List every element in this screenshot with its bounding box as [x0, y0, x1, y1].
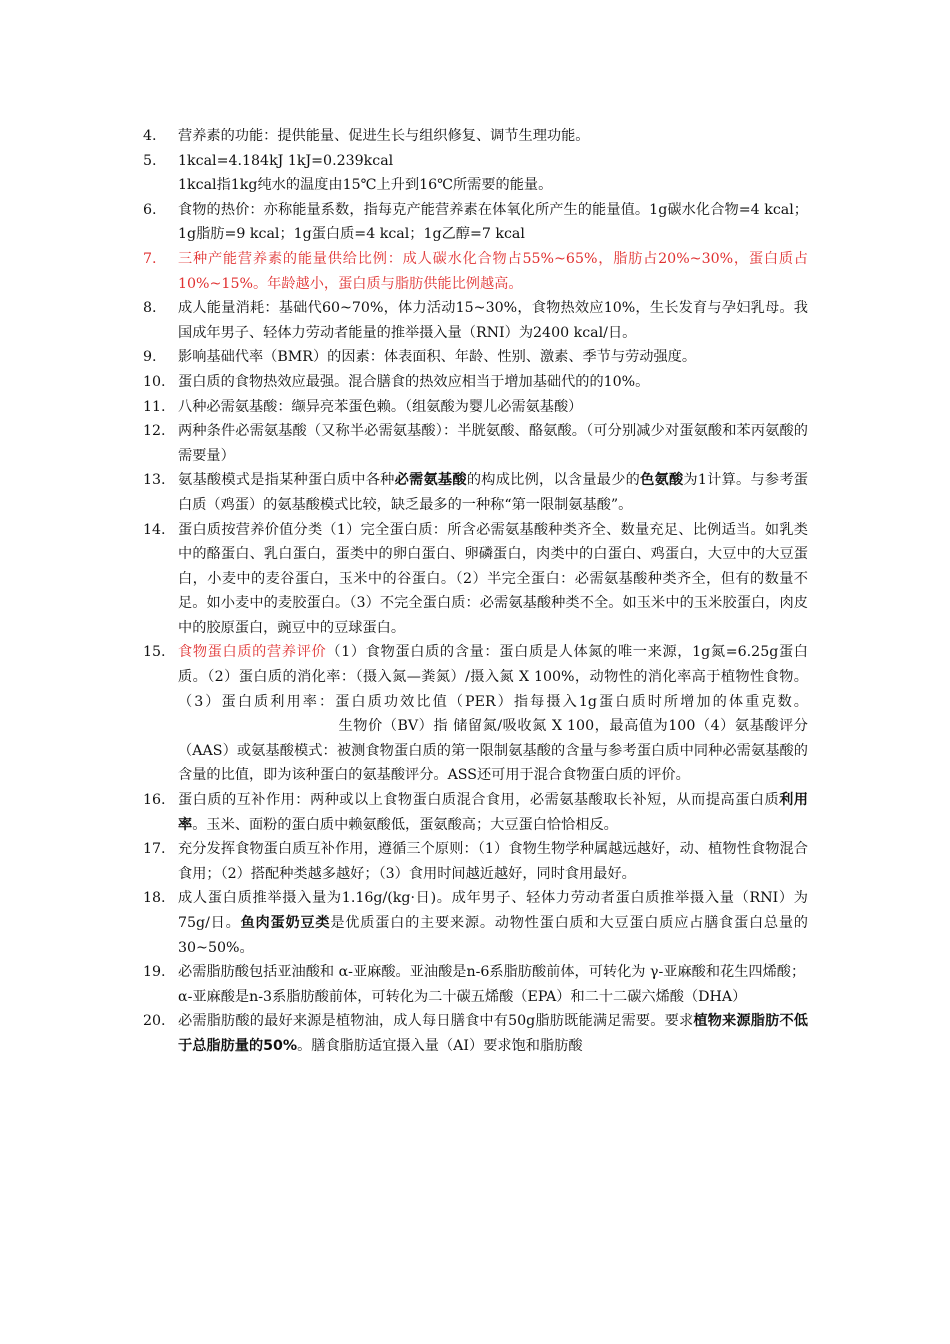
list-item: [143, 149, 808, 198]
item-number: 6.: [143, 201, 157, 218]
item-text: 充分发挥食物蛋白质互补作用，遵循三个原则：（1）食物生物学种属越远越好，动、植物性食物混合食用；（2）搭配种类越多越好；（3）食用时间越近越好，同时食用最好。: [178, 841, 808, 882]
item-text-part: 是优质蛋白的主要来源。动物性蛋白质和大豆蛋白质应占膳食蛋白总量的30~50%。: [178, 915, 808, 956]
item-text-part: 氨基酸模式是指某种蛋白质中各种: [178, 472, 395, 489]
bold-term: 鱼肉蛋奶豆类: [240, 915, 331, 931]
item-text: 蛋白质的食物热效应最强。混合膳食的热效应相当于增加基础代的的10%。: [178, 373, 650, 390]
item-text: 成人能量消耗：基础代60~70%，体力活动15~30%，食物热效应10%，生长发育与孕妇乳母。我国成年男子、轻体力劳动者能量的推举摄入量（RNI）为2400 kcal/日。: [178, 300, 808, 341]
list-item: [143, 468, 808, 517]
list-item: [143, 518, 808, 641]
item-number: 10.: [143, 373, 166, 390]
list-item: [143, 788, 808, 837]
numbered-list: [143, 124, 808, 1059]
item-text: 三种产能营养素的能量供给比例：成人碳水化合物占55%~65%，脂肪占20%~30%，蛋白质占10%~15%。年龄越小，蛋白质与脂肪供能比例越高。: [178, 250, 808, 292]
list-item: [143, 640, 808, 788]
bold-term: 色氨酸: [640, 472, 684, 489]
item-text-part: （1）食物蛋白质的含量：蛋白质是人体氮的唯一来源，1g氮=6.25g蛋白质。（2）蛋白质的消化率：（摄入氮—粪氮）/摄入氮 X 100%，动物性的消化率高于植物性食物。（3）蛋白质利用率：蛋白质功效比值（PER）指每摄入1g蛋白质时所增加的体重克数。: [178, 644, 808, 710]
list-item: [143, 419, 808, 468]
item-number: 8.: [143, 300, 157, 317]
item-number: 19.: [143, 964, 166, 981]
item-text: 营养素的功能：提供能量、促进生长与组织修复、调节生理功能。: [178, 128, 590, 144]
item-number: 17.: [143, 841, 166, 858]
red-heading: 食物蛋白质的营养评价: [178, 644, 327, 661]
list-item: [143, 345, 808, 370]
item-text-part: 为1计算。与参考蛋白质（鸡蛋）的氨基酸模式比较，缺乏最多的一种称“第一限制氨基酸”。: [178, 472, 808, 513]
item-text-part: 。膳食脂肪适宜摄入量（AI）要求饱和脂肪酸: [297, 1037, 583, 1054]
item-text-part: 必需脂肪酸的最好来源是植物油，成人每日膳食中有50g脂肪既能满足需要。要求: [178, 1013, 694, 1030]
bold-term: 植物来源脂肪不低于总脂肪量的50%: [178, 1013, 808, 1054]
item-text: 1kcal=4.184kJ 1kJ=0.239kcal: [178, 152, 394, 169]
item-number: 11.: [143, 398, 166, 415]
item-number: 12.: [143, 423, 166, 440]
item-number: 14.: [143, 521, 166, 538]
item-text-part: 蛋白质的互补作用：两种或以上食物蛋白质混合食用，必需氨基酸取长补短，从而提高蛋白质: [178, 792, 780, 809]
item-number: 9.: [143, 349, 157, 366]
item-text: 食物的热价：亦称能量系数，指每克产能营养素在体氧化所产生的能量值。1g碳水化合物=4 kcal；1g脂肪=9 kcal；1g蛋白质=4 kcal；1g乙醇=7 kcal: [178, 201, 808, 243]
item-text-part: 生物价（BV）指 储留氮/吸收氮 X 100，最高值为100（4）氨基酸评分（AAS）或氨基酸模式：被测食物蛋白质的第一限制氨基酸的含量与参考蛋白质中同种必需氨基酸的含量的比值，即为该种蛋白的氨基酸评分。ASS还可用于混合食物蛋白质的评价。: [178, 718, 808, 784]
item-continuation: 1kcal指1kg纯水的温度由15℃上升到16℃所需要的能量。: [178, 177, 553, 194]
item-text: 蛋白质按营养价值分类（1）完全蛋白质：所含必需氨基酸种类齐全、数量充足、比例适当。如乳类中的酪蛋白、乳白蛋白，蛋类中的卵白蛋白、卵磷蛋白，肉类中的白蛋白、鸡蛋白，大豆中的大豆蛋白，小麦中的麦谷蛋白，玉米中的谷蛋白。（2）半完全蛋白：必需氨基酸种类齐全，但有的数量不足。如小麦中的麦胶蛋白。（3）不完全蛋白质：必需氨基酸种类不全。如玉米中的玉米胶蛋白，肉皮中的胶原蛋白，豌豆中的豆球蛋白。: [178, 521, 808, 636]
list-item: [143, 124, 808, 149]
list-item: [143, 886, 808, 960]
item-number: 4.: [143, 128, 157, 144]
list-item: [143, 395, 808, 420]
item-number: 13.: [143, 472, 166, 489]
item-number: 16.: [143, 792, 166, 809]
item-text-part: 。玉米、面粉的蛋白质中赖氨酸低，蛋氨酸高；大豆蛋白恰恰相反。: [192, 816, 618, 833]
list-item: [143, 960, 808, 1009]
item-text: 八种必需氨基酸：缬异亮苯蛋色赖。（组氨酸为婴儿必需氨基酸）: [178, 398, 583, 415]
item-number: 20.: [143, 1013, 166, 1030]
bold-term: 利用率: [178, 792, 808, 833]
item-number: 18.: [143, 890, 166, 907]
list-item: [143, 370, 808, 395]
list-item: [143, 1009, 808, 1058]
list-item: [143, 198, 808, 247]
list-item-highlighted: [143, 247, 808, 296]
bold-term: 必需氨基酸: [394, 472, 467, 489]
list-item: [143, 296, 808, 345]
item-text-part: 的构成比例，以含量最少的: [466, 472, 641, 489]
item-number: 5.: [143, 152, 157, 169]
item-text: 必需脂肪酸包括亚油酸和 α-亚麻酸。亚油酸是n-6系脂肪酸前体，可转化为 γ-亚麻酸和花生四烯酸；: [178, 964, 806, 981]
item-text: 影响基础代率（BMR）的因素：体表面积、年龄、性别、激素、季节与劳动强度。: [178, 349, 697, 366]
item-number: 15.: [143, 644, 166, 661]
item-number: 7.: [143, 250, 157, 267]
item-text: 两种条件必需氨基酸（又称半必需氨基酸）：半胱氨酸、酪氨酸。（可分别减少对蛋氨酸和苯丙氨酸的需要量）: [178, 423, 808, 464]
item-text-part: 成人蛋白质推举摄入量为1.16g/(kg·日)。成年男子、轻体力劳动者蛋白质推举摄入量（RNI）为75g/日。: [178, 890, 808, 931]
item-continuation: α-亚麻酸是n-3系脂肪酸前体，可转化为二十碳五烯酸（EPA）和二十二碳六烯酸（DHA）: [178, 988, 747, 1005]
list-item: [143, 837, 808, 886]
